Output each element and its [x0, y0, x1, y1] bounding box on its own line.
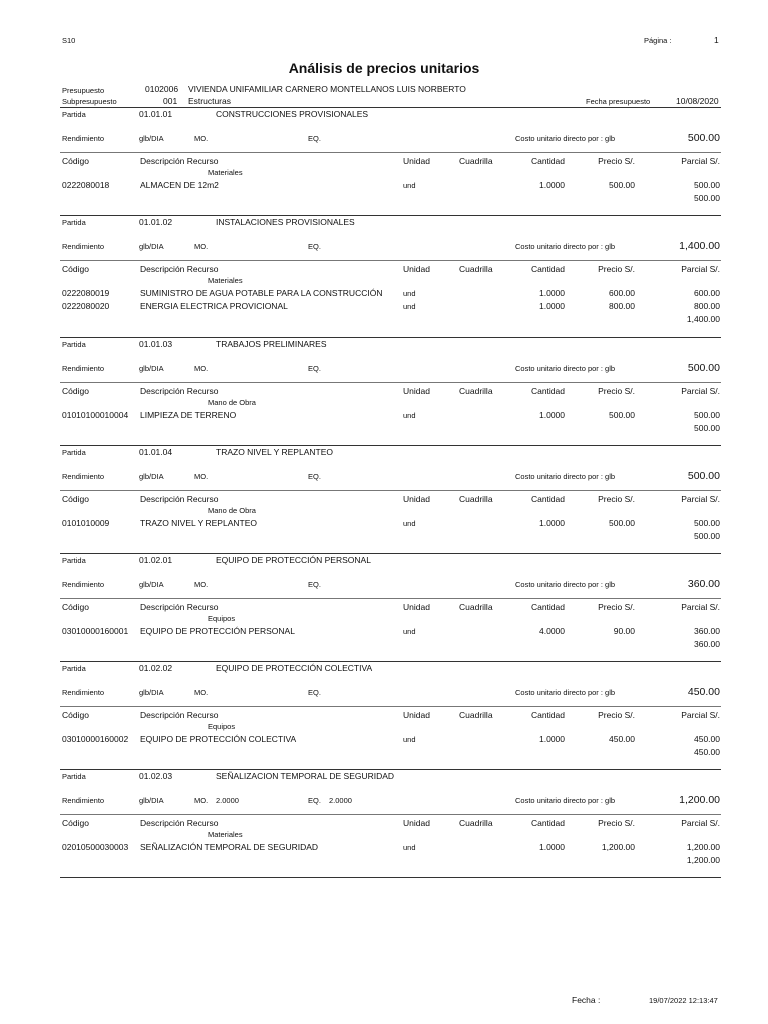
partida-top-rule [60, 553, 721, 554]
col-descripcion: Descripción Recurso [140, 818, 219, 828]
item-codigo: 03010000160002 [62, 734, 129, 744]
partida-code: 01.01.02 [139, 217, 173, 227]
partida-total: 500.00 [694, 423, 720, 433]
col-codigo: Código [62, 602, 89, 612]
item-unidad: und [403, 627, 416, 636]
partida-name: SEÑALIZACION TEMPORAL DE SEGURIDAD [216, 771, 395, 781]
item-descripcion: EQUIPO DE PROTECCIÓN PERSONAL [140, 626, 295, 636]
mo-label: MO. [194, 242, 209, 251]
partida-cost: 1,200.00 [679, 794, 720, 806]
col-cuadrilla: Cuadrilla [459, 710, 493, 720]
item-codigo: 0222080019 [62, 288, 110, 298]
item-precio: 1,200.00 [601, 842, 635, 852]
page-title: Análisis de precios unitarios [288, 60, 480, 76]
eq-value: 2.0000 [329, 796, 352, 805]
page-number: 1 [714, 35, 719, 45]
costo-label: Costo unitario directo por : glb [515, 796, 616, 805]
item-parcial: 500.00 [694, 180, 720, 190]
item-precio: 500.00 [609, 410, 635, 420]
mo-label: MO. [194, 796, 209, 805]
rendimiento-unit: glb/DIA [139, 364, 164, 373]
costo-label: Costo unitario directo por : glb [515, 364, 616, 373]
partida-mid-rule [60, 706, 721, 707]
partida-code: 01.01.01 [139, 109, 173, 119]
item-cantidad: 4.0000 [539, 626, 565, 636]
partida-name: EQUIPO DE PROTECCIÓN PERSONAL [216, 555, 371, 565]
col-cuadrilla: Cuadrilla [459, 156, 493, 166]
item-descripcion: SUMINISTRO DE AGUA POTABLE PARA LA CONSTRUCCIÓN [140, 288, 383, 298]
item-precio: 500.00 [609, 518, 635, 528]
item-cantidad: 1.0000 [539, 842, 565, 852]
item-unidad: und [403, 735, 416, 744]
partida-top-rule [60, 337, 721, 338]
col-descripcion: Descripción Recurso [140, 710, 219, 720]
item-parcial: 450.00 [694, 734, 720, 744]
col-parcial: Parcial S/. [681, 710, 720, 720]
col-codigo: Código [62, 710, 89, 720]
col-cuadrilla: Cuadrilla [459, 818, 493, 828]
resource-category: Materiales [208, 830, 243, 839]
col-cuadrilla: Cuadrilla [459, 264, 493, 274]
partida-label: Partida [62, 110, 86, 119]
col-descripcion: Descripción Recurso [140, 386, 219, 396]
partida-mid-rule [60, 382, 721, 383]
item-parcial: 800.00 [694, 301, 720, 311]
partida-mid-rule [60, 152, 721, 153]
rendimiento-label: Rendimiento [62, 364, 105, 373]
partida-name: CONSTRUCCIONES PROVISIONALES [216, 109, 369, 119]
costo-label: Costo unitario directo por : glb [515, 580, 616, 589]
eq-label: EQ. [308, 580, 321, 589]
col-cantidad: Cantidad [530, 818, 565, 828]
item-precio: 450.00 [609, 734, 635, 744]
item-codigo: 03010000160001 [62, 626, 129, 636]
col-cuadrilla: Cuadrilla [459, 494, 493, 504]
costo-label: Costo unitario directo por : glb [515, 472, 616, 481]
rendimiento-label: Rendimiento [62, 796, 105, 805]
item-unidad: und [403, 289, 416, 298]
rendimiento-unit: glb/DIA [139, 242, 164, 251]
partida-total: 500.00 [694, 193, 720, 203]
eq-label: EQ. [308, 688, 321, 697]
partida-label: Partida [62, 664, 86, 673]
item-unidad: und [403, 411, 416, 420]
partida-total: 1,400.00 [686, 314, 720, 324]
partida-mid-rule [60, 490, 721, 491]
partida-name: INSTALACIONES PROVISIONALES [216, 217, 355, 227]
item-descripcion: SEÑALIZACIÓN TEMPORAL DE SEGURIDAD [140, 842, 319, 852]
col-codigo: Código [62, 386, 89, 396]
costo-label: Costo unitario directo por : glb [515, 242, 616, 251]
mo-label: MO. [194, 364, 209, 373]
eq-label: EQ. [308, 134, 321, 143]
rendimiento-unit: glb/DIA [139, 472, 164, 481]
rendimiento-label: Rendimiento [62, 472, 105, 481]
col-parcial: Parcial S/. [681, 818, 720, 828]
eq-label: EQ. [308, 796, 321, 805]
item-descripcion: LIMPIEZA DE TERRENO [140, 410, 237, 420]
partida-code: 01.02.02 [139, 663, 173, 673]
col-precio: Precio S/. [598, 602, 635, 612]
partida-code: 01.02.01 [139, 555, 173, 565]
item-precio: 90.00 [613, 626, 635, 636]
partida-label: Partida [62, 556, 86, 565]
partida-code: 01.01.04 [139, 447, 173, 457]
item-parcial: 600.00 [694, 288, 720, 298]
partida-code: 01.02.03 [139, 771, 173, 781]
col-cuadrilla: Cuadrilla [459, 386, 493, 396]
partida-cost: 450.00 [687, 686, 720, 698]
col-cantidad: Cantidad [530, 386, 565, 396]
col-unidad: Unidad [403, 264, 430, 274]
item-cantidad: 1.0000 [539, 410, 565, 420]
mo-value: 2.0000 [216, 796, 239, 805]
partida-name: TRABAJOS PRELIMINARES [216, 339, 327, 349]
eq-label: EQ. [308, 364, 321, 373]
col-precio: Precio S/. [598, 386, 635, 396]
footer-fecha-label: Fecha : [572, 995, 601, 1005]
col-parcial: Parcial S/. [681, 494, 720, 504]
rendimiento-unit: glb/DIA [139, 580, 164, 589]
rendimiento-label: Rendimiento [62, 688, 105, 697]
col-cantidad: Cantidad [530, 264, 565, 274]
col-cuadrilla: Cuadrilla [459, 602, 493, 612]
item-precio: 800.00 [609, 301, 635, 311]
partida-label: Partida [62, 218, 86, 227]
resource-category: Mano de Obra [208, 506, 256, 515]
subpresupuesto-code: 001 [163, 96, 178, 106]
partida-top-rule [60, 107, 721, 108]
rendimiento-unit: glb/DIA [139, 134, 164, 143]
item-unidad: und [403, 181, 416, 190]
partida-total: 1,200.00 [686, 855, 720, 865]
col-parcial: Parcial S/. [681, 156, 720, 166]
col-unidad: Unidad [403, 818, 430, 828]
page-label: Página : [644, 36, 672, 45]
col-parcial: Parcial S/. [681, 602, 720, 612]
subpresupuesto-name: Estructuras [188, 96, 231, 106]
item-codigo: 0101010009 [62, 518, 110, 528]
col-cantidad: Cantidad [530, 710, 565, 720]
partida-cost: 500.00 [687, 362, 720, 374]
col-parcial: Parcial S/. [681, 264, 720, 274]
item-codigo: 02010500030003 [62, 842, 129, 852]
item-cantidad: 1.0000 [539, 518, 565, 528]
partida-total: 450.00 [694, 747, 720, 757]
resource-category: Equipos [208, 722, 236, 731]
partida-code: 01.01.03 [139, 339, 173, 349]
mo-label: MO. [194, 688, 209, 697]
rendimiento-unit: glb/DIA [139, 688, 164, 697]
partida-label: Partida [62, 448, 86, 457]
item-codigo: 0222080018 [62, 180, 110, 190]
item-precio: 500.00 [609, 180, 635, 190]
item-unidad: und [403, 843, 416, 852]
fecha-presupuesto-value: 10/08/2020 [676, 96, 719, 106]
costo-label: Costo unitario directo por : glb [515, 688, 616, 697]
item-descripcion: EQUIPO DE PROTECCIÓN COLECTIVA [140, 734, 297, 744]
col-parcial: Parcial S/. [681, 386, 720, 396]
item-cantidad: 1.0000 [539, 301, 565, 311]
presupuesto-label: Presupuesto [62, 86, 105, 95]
col-precio: Precio S/. [598, 710, 635, 720]
col-precio: Precio S/. [598, 494, 635, 504]
col-descripcion: Descripción Recurso [140, 494, 219, 504]
partida-top-rule [60, 661, 721, 662]
item-unidad: und [403, 302, 416, 311]
item-precio: 600.00 [609, 288, 635, 298]
item-codigo: 01010100010004 [62, 410, 129, 420]
col-unidad: Unidad [403, 602, 430, 612]
col-unidad: Unidad [403, 494, 430, 504]
resource-category: Mano de Obra [208, 398, 256, 407]
partida-name: EQUIPO DE PROTECCIÓN COLECTIVA [216, 663, 373, 673]
partida-cost: 360.00 [687, 578, 720, 590]
costo-label: Costo unitario directo por : glb [515, 134, 616, 143]
col-codigo: Código [62, 818, 89, 828]
partida-cost: 1,400.00 [679, 240, 720, 252]
rendimiento-label: Rendimiento [62, 134, 105, 143]
eq-label: EQ. [308, 472, 321, 481]
rendimiento-label: Rendimiento [62, 242, 105, 251]
fecha-presupuesto-label: Fecha presupuesto [586, 97, 651, 106]
item-codigo: 0222080020 [62, 301, 110, 311]
eq-label: EQ. [308, 242, 321, 251]
item-cantidad: 1.0000 [539, 288, 565, 298]
rendimiento-label: Rendimiento [62, 580, 105, 589]
col-unidad: Unidad [403, 386, 430, 396]
item-parcial: 500.00 [694, 518, 720, 528]
item-parcial: 360.00 [694, 626, 720, 636]
resource-category: Materiales [208, 168, 243, 177]
item-descripcion: ENERGIA ELECTRICA PROVICIONAL [140, 301, 288, 311]
partida-cost: 500.00 [687, 132, 720, 144]
item-descripcion: ALMACEN DE 12m2 [140, 180, 219, 190]
partida-top-rule [60, 215, 721, 216]
col-codigo: Código [62, 156, 89, 166]
col-unidad: Unidad [403, 156, 430, 166]
partida-total: 500.00 [694, 531, 720, 541]
mo-label: MO. [194, 580, 209, 589]
col-cantidad: Cantidad [530, 156, 565, 166]
col-descripcion: Descripción Recurso [140, 156, 219, 166]
presupuesto-name: VIVIENDA UNIFAMILIAR CARNERO MONTELLANOS LUIS NORBERTO [188, 84, 466, 94]
partida-top-rule [60, 769, 721, 770]
partida-label: Partida [62, 772, 86, 781]
footer-timestamp: 19/07/2022 12:13:47 [649, 996, 718, 1005]
col-precio: Precio S/. [598, 156, 635, 166]
item-parcial: 1,200.00 [686, 842, 720, 852]
item-unidad: und [403, 519, 416, 528]
item-cantidad: 1.0000 [539, 180, 565, 190]
mo-label: MO. [194, 472, 209, 481]
mo-label: MO. [194, 134, 209, 143]
subpresupuesto-label: Subpresupuesto [62, 97, 117, 106]
col-descripcion: Descripción Recurso [140, 602, 219, 612]
partida-name: TRAZO NIVEL Y REPLANTEO [216, 447, 333, 457]
presupuesto-code: 0102006 [145, 84, 179, 94]
resource-category: Materiales [208, 276, 243, 285]
col-precio: Precio S/. [598, 818, 635, 828]
col-cantidad: Cantidad [530, 494, 565, 504]
partida-mid-rule [60, 814, 721, 815]
item-parcial: 500.00 [694, 410, 720, 420]
partida-label: Partida [62, 340, 86, 349]
col-codigo: Código [62, 494, 89, 504]
program-name: S10 [62, 36, 76, 45]
col-unidad: Unidad [403, 710, 430, 720]
partida-mid-rule [60, 598, 721, 599]
col-precio: Precio S/. [598, 264, 635, 274]
item-descripcion: TRAZO NIVEL Y REPLANTEO [140, 518, 257, 528]
partida-top-rule [60, 445, 721, 446]
partida-cost: 500.00 [687, 470, 720, 482]
col-codigo: Código [62, 264, 89, 274]
resource-category: Equipos [208, 614, 236, 623]
partida-total: 360.00 [694, 639, 720, 649]
item-cantidad: 1.0000 [539, 734, 565, 744]
rendimiento-unit: glb/DIA [139, 796, 164, 805]
col-descripcion: Descripción Recurso [140, 264, 219, 274]
partida-mid-rule [60, 260, 721, 261]
document-bottom-rule [60, 877, 721, 878]
col-cantidad: Cantidad [530, 602, 565, 612]
